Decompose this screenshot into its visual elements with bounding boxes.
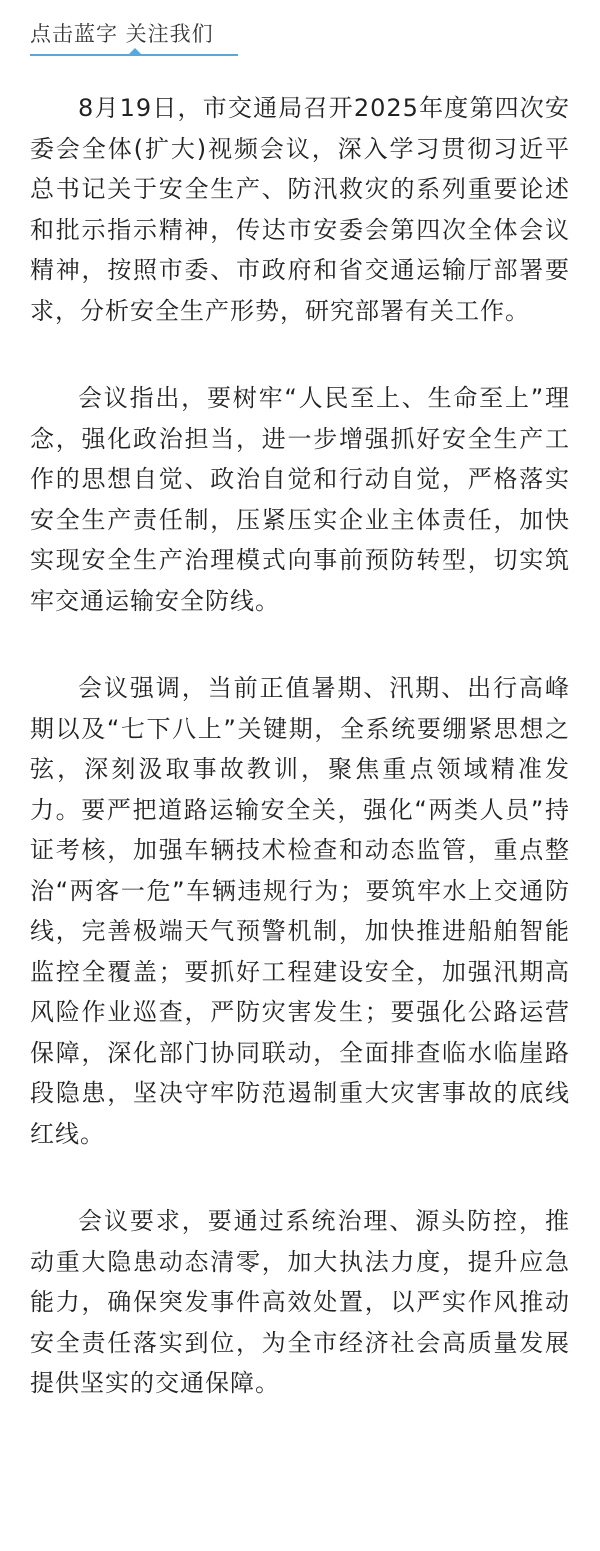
- header-arrow-icon: [128, 48, 142, 55]
- article-paragraph-4: 会议要求，要通过系统治理、源头防控，推动重大隐患动态清零，加大执法力度，提升应急能力，确保突发事件高效处置，以严实作风推动安全责任落实到位，为全市经济社会高质量发展提供坚实的交通保障。: [30, 1207, 570, 1397]
- article-paragraph-2: 会议指出，要树牢“人民至上、生命至上”理念，强化政治担当，进一步增强抓好安全生产工作的思想自觉、政治自觉和行动自觉，严格落实安全生产责任制，压紧压实企业主体责任，加快实现安全生产治理模式向事前预防转型，切实筑牢交通运输安全防线。: [30, 384, 570, 615]
- article-paragraph-1: 8月19日，市交通局召开2025年度第四次安委会全体(扩大)视频会议，深入学习贯彻习近平总书记关于安全生产、防汛救灾的系列重要论述和批示指示精神，传达市安委会第四次全体会议精神，按照市委、市政府和省交通运输厅部署要求，分析安全生产形势，研究部署有关工作。: [30, 94, 570, 325]
- article-body: [30, 88, 570, 1404]
- follow-header-text[interactable]: 点击蓝字 关注我们: [30, 22, 214, 46]
- article-paragraph-3: 会议强调，当前正值暑期、汛期、出行高峰期以及“七下八上”关键期，全系统要绷紧思想之弦，深刻汲取事故教训，聚焦重点领域精准发力。要严把道路运输安全关，强化“两类人员”持证考核，加强车辆技术检查和动态监管，重点整治“两客一危”车辆违规行为；要筑牢水上交通防线，完善极端天气预警机制，加快推进船舶智能监控全覆盖；要抓好工程建设安全，加强汛期高风险作业巡查，严防灾害发生；要强化公路运营保障，深化部门协同联动，全面排查临水临崖路段隐患，坚决守牢防范遏制重大灾害事故的底线红线。: [30, 674, 570, 1148]
- follow-header[interactable]: [30, 10, 250, 62]
